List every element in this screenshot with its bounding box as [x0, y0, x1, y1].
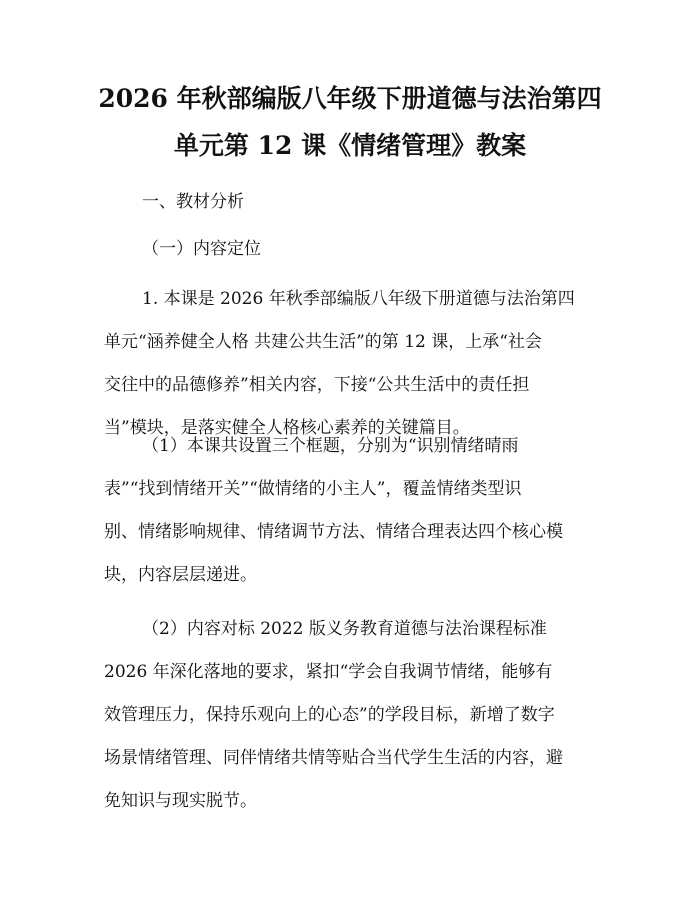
paragraph-line: 效管理压力，保持乐观向上的心态”的学段目标，新增了数字	[104, 705, 555, 725]
section-heading: 一、教材分析	[142, 192, 244, 212]
paragraph-3	[104, 608, 604, 823]
paragraph-line: 表”“找到情绪开关”“做情绪的小主人”，覆盖情绪类型识	[104, 479, 522, 499]
paragraph-2	[104, 425, 604, 597]
document-title-line-1: 2026 年秋部编版八年级下册道德与法治第四	[98, 84, 602, 113]
paragraph-line: 块，内容层层递进。	[104, 565, 257, 585]
subsection-heading: （一）内容定位	[142, 239, 261, 259]
paragraph-line: 单元“涵养健全人格 共建公共生活”的第 12 课，上承“社会	[104, 332, 542, 352]
paragraph-line: 2026 年深化落地的要求，紧扣“学会自我调节情绪，能够有	[104, 662, 553, 682]
paragraph-line: 1. 本课是 2026 年秋季部编版八年级下册道德与法治第四	[142, 289, 575, 309]
document-title-line-2: 单元第 12 课《情绪管理》教案	[173, 131, 527, 160]
paragraph-line: 交往中的品德修养”相关内容，下接“公共生活中的责任担	[104, 375, 530, 395]
paragraph-line: 当”模块，是落实健全人格核心素养的关键篇目。	[104, 418, 470, 438]
paragraph-line: （1）本课共设置三个框题，分别为“识别情绪晴雨	[142, 436, 519, 456]
paragraph-line: 免知识与现实脱节。	[104, 791, 257, 811]
paragraph-line: 场景情绪管理、同伴情绪共情等贴合当代学生生活的内容，避	[104, 748, 563, 768]
paragraph-line: 别、情绪影响规律、情绪调节方法、情绪合理表达四个核心模	[104, 522, 563, 542]
paragraph-line: （2）内容对标 2022 版义务教育道德与法治课程标准	[142, 619, 547, 639]
